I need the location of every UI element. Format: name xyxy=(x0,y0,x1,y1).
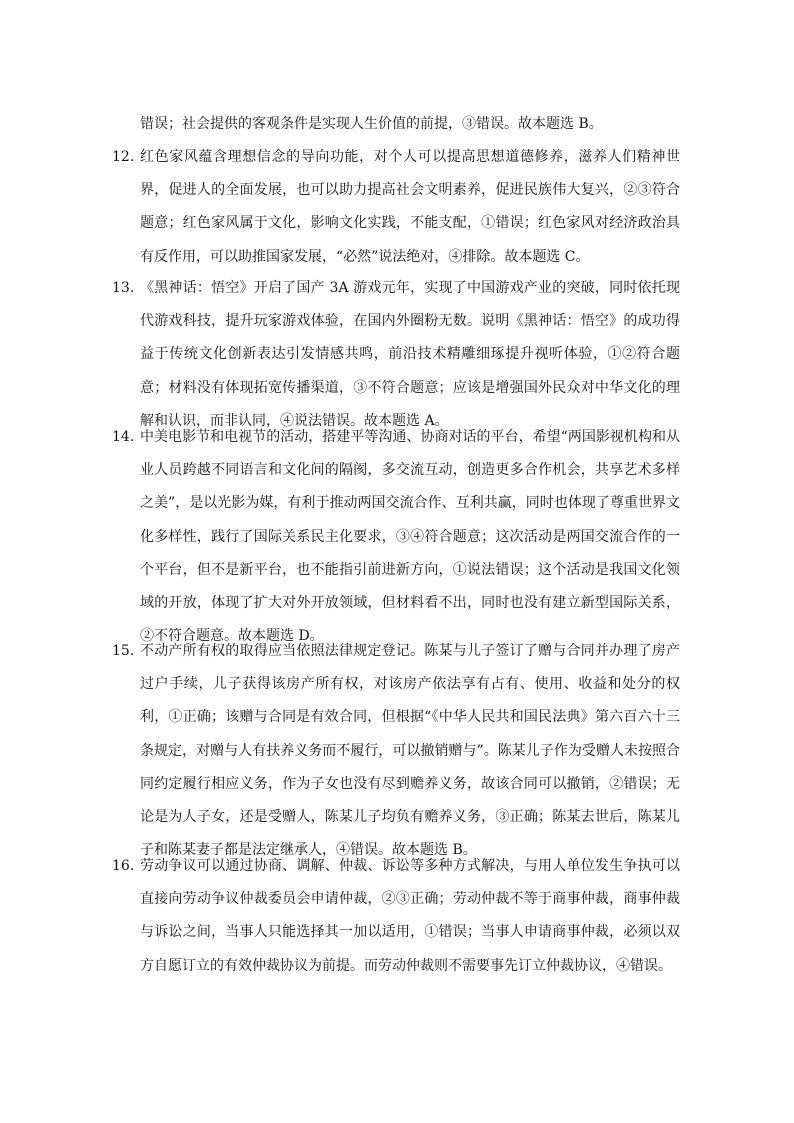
answer-item-14 xyxy=(112,421,680,653)
answer-number: 15. xyxy=(112,643,135,659)
answer-number: 13. xyxy=(112,280,135,296)
answer-item-16 xyxy=(112,850,680,983)
answer-number: 16. xyxy=(112,858,135,874)
answer-number: 12. xyxy=(112,149,135,165)
answer-text: 《黑神话：悟空》开启了国产 3A 游戏元年，实现了中国游戏产业的突破，同时依托现代游戏科技，提升玩家游戏体验，在国内外圈粉无数。说明《黑神话：悟空》的成功得益于传统文化创新表达引发情感共鸣，前沿技术精雕细琢提升视听体验，①②符合题意；材料没有体现拓宽传播渠道，③不符合题意；应该是增强国外民众对中华文化的理解和认识，而非认同，④说法错误。故本题选 A。 xyxy=(140,280,680,429)
answer-item-13 xyxy=(112,272,680,438)
answer-text: 中美电影节和电视节的活动，搭建平等沟通、协商对话的平台，希望“两国影视机构和从业人员跨越不同语言和文化间的隔阂，多交流互动，创造更多合作机会，共享艺术多样之美”，是以光影为媒，有利于推动两国交流合作、互利共赢，同时也体现了尊重世界文化多样性，践行了国际关系民主化要求，③④符合题意；这次活动是两国交流合作的一个平台，但不是新平台，也不能指引前进新方向，①说法错误；这个活动是我国文化领域的开放，体现了扩大对外开放领域，但材料看不出，同时也没有建立新型国际关系，②不符合题意。故本题选 D。 xyxy=(140,429,680,645)
answer-number: 14. xyxy=(112,429,135,445)
answer-text: 不动产所有权的取得应当依照法律规定登记。陈某与儿子签订了赠与合同并办理了房产过户手续，儿子获得该房产所有权，对该房产依法享有占有、使用、收益和处分的权利，①正确；该赠与合同是有效合同，但根据“《中华人民共和国民法典》第六百六十三条规定，对赠与人有扶养义务而不履行，可以撤销赠与”。陈某儿子作为受赠人未按照合同约定履行相应义务，作为子女也没有尽到赡养义务，故该合同可以撤销，②错误；无论是为人子女，还是受赠人，陈某儿子均负有赡养义务，③正确；陈某去世后，陈某儿子和陈某妻子都是法定继承人，④错误。故本题选 B。 xyxy=(140,643,680,859)
answer-text: 红色家风蕴含理想信念的导向功能，对个人可以提高思想道德修养，滋养人们精神世界，促进人的全面发展，也可以助力提高社会文明素养，促进民族伟大复兴，②③符合题意；红色家风属于文化，影响文化实践，不能支配，①错误；红色家风对经济政治具有反作用，可以助推国家发展，“必然”说法绝对，④排除。故本题选 C。 xyxy=(140,149,680,265)
answer-item-12 xyxy=(112,141,680,274)
answer-item-15 xyxy=(112,635,680,867)
continuation-text: 错误；社会提供的客观条件是实现人生价值的前提，③错误。故本题选 B。 xyxy=(140,116,603,132)
answer-text: 劳动争议可以通过协商、调解、仲裁、诉讼等多种方式解决，与用人单位发生争执可以直接向劳动争议仲裁委员会申请仲裁，②③正确；劳动仲裁不等于商事仲裁，商事仲裁与诉讼之间，当事人只能选择其一加以适用，①错误；当事人申请商事仲裁，必须以双方自愿订立的有效仲裁协议为前提。而劳动仲裁则不需要事先订立仲裁协议，④错误。 xyxy=(140,858,680,974)
